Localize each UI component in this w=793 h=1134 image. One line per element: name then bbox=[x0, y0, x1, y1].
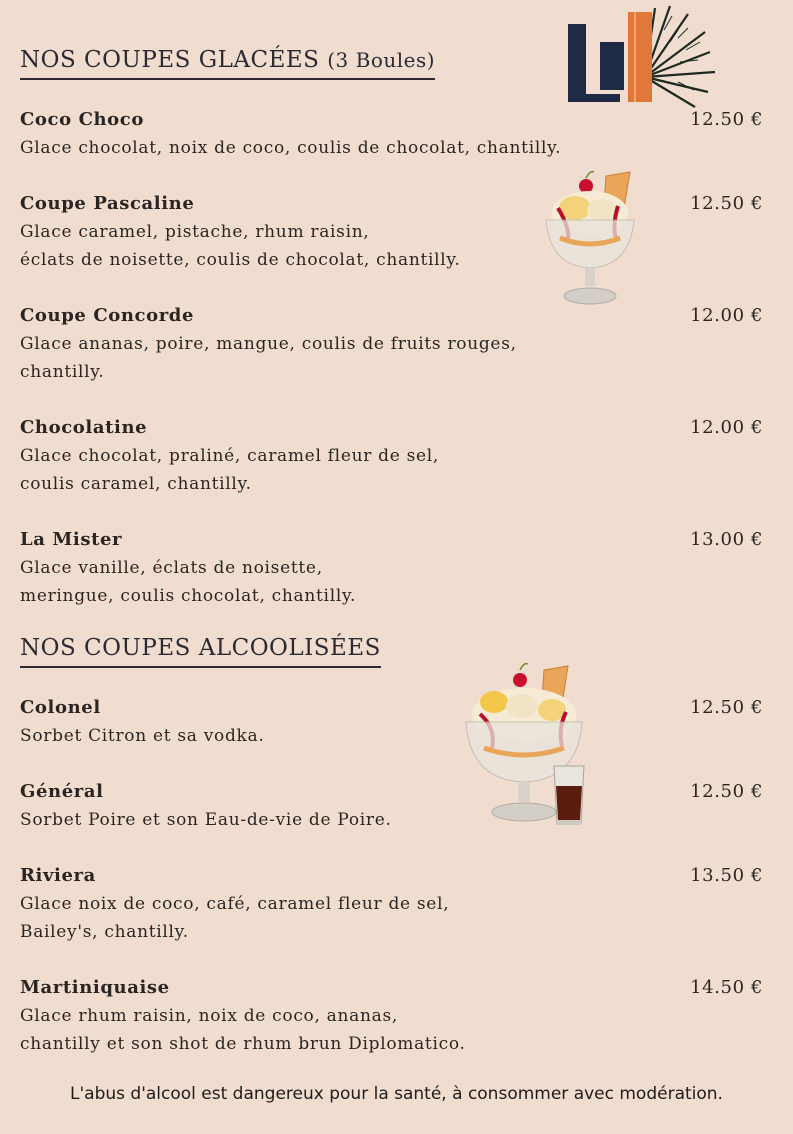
item-name: Martiniquaise bbox=[20, 977, 170, 998]
menu-item-martiniquaise bbox=[20, 974, 765, 1058]
menu-item-coupe-pascaline bbox=[20, 190, 765, 274]
item-name: Coupe Concorde bbox=[20, 305, 195, 326]
item-name: Colonel bbox=[20, 697, 101, 718]
menu-item-coco-choco bbox=[20, 106, 765, 162]
item-price: 13.00 € bbox=[690, 529, 763, 550]
item-name: Coupe Pascaline bbox=[20, 193, 195, 214]
item-description: Glace rhum raisin, noix de coco, ananas, chantilly et son shot de rhum brun Diplomatico. bbox=[20, 1006, 466, 1054]
menu-item-chocolatine bbox=[20, 414, 765, 498]
menu-item-general bbox=[20, 778, 765, 834]
lc-logo-palm-icon bbox=[560, 2, 720, 122]
menu-item-coupe-concorde bbox=[20, 302, 765, 386]
shot-glass-icon bbox=[552, 764, 586, 828]
item-price: 12.50 € bbox=[690, 109, 763, 130]
item-price: 12.00 € bbox=[690, 417, 763, 438]
item-name: Riviera bbox=[20, 865, 96, 886]
item-name: Chocolatine bbox=[20, 417, 148, 438]
menu-item-la-mister bbox=[20, 526, 765, 610]
item-description: Glace ananas, poire, mangue, coulis de fruits rouges, chantilly. bbox=[20, 334, 517, 382]
item-price: 12.50 € bbox=[690, 193, 763, 214]
item-description: Glace caramel, pistache, rhum raisin, éclats de noisette, coulis de chocolat, chantilly. bbox=[20, 222, 461, 270]
item-price: 12.00 € bbox=[690, 305, 763, 326]
section-title-suffix: (3 Boules) bbox=[327, 48, 436, 72]
item-price: 13.50 € bbox=[690, 865, 763, 886]
item-description: Glace noix de coco, café, caramel fleur de sel, Bailey's, chantilly. bbox=[20, 894, 450, 942]
item-price: 12.50 € bbox=[690, 697, 763, 718]
section-title-coupes-alcoolisees: NOS COUPES ALCOOLISÉES bbox=[20, 634, 381, 668]
section-title-coupes-glacees: NOS COUPES GLACÉES (3 Boules) bbox=[20, 46, 435, 80]
menu-item-colonel bbox=[20, 694, 765, 750]
item-name: Général bbox=[20, 781, 104, 802]
item-name: Coco Choco bbox=[20, 109, 144, 130]
item-description: Sorbet Poire et son Eau-de-vie de Poire. bbox=[20, 810, 392, 830]
item-description: Glace chocolat, praliné, caramel fleur de sel, coulis caramel, chantilly. bbox=[20, 446, 440, 494]
item-name: La Mister bbox=[20, 529, 123, 550]
item-description: Sorbet Citron et sa vodka. bbox=[20, 726, 265, 746]
item-price: 12.50 € bbox=[690, 781, 763, 802]
menu-item-riviera bbox=[20, 862, 765, 946]
alcohol-disclaimer: L'abus d'alcool est dangereux pour la santé, à consommer avec modération. bbox=[70, 1084, 723, 1104]
item-description: Glace vanille, éclats de noisette, meringue, coulis chocolat, chantilly. bbox=[20, 558, 357, 606]
item-description: Glace chocolat, noix de coco, coulis de chocolat, chantilly. bbox=[20, 138, 562, 158]
item-price: 14.50 € bbox=[690, 977, 763, 998]
ice-cream-sundae-icon bbox=[540, 168, 640, 310]
